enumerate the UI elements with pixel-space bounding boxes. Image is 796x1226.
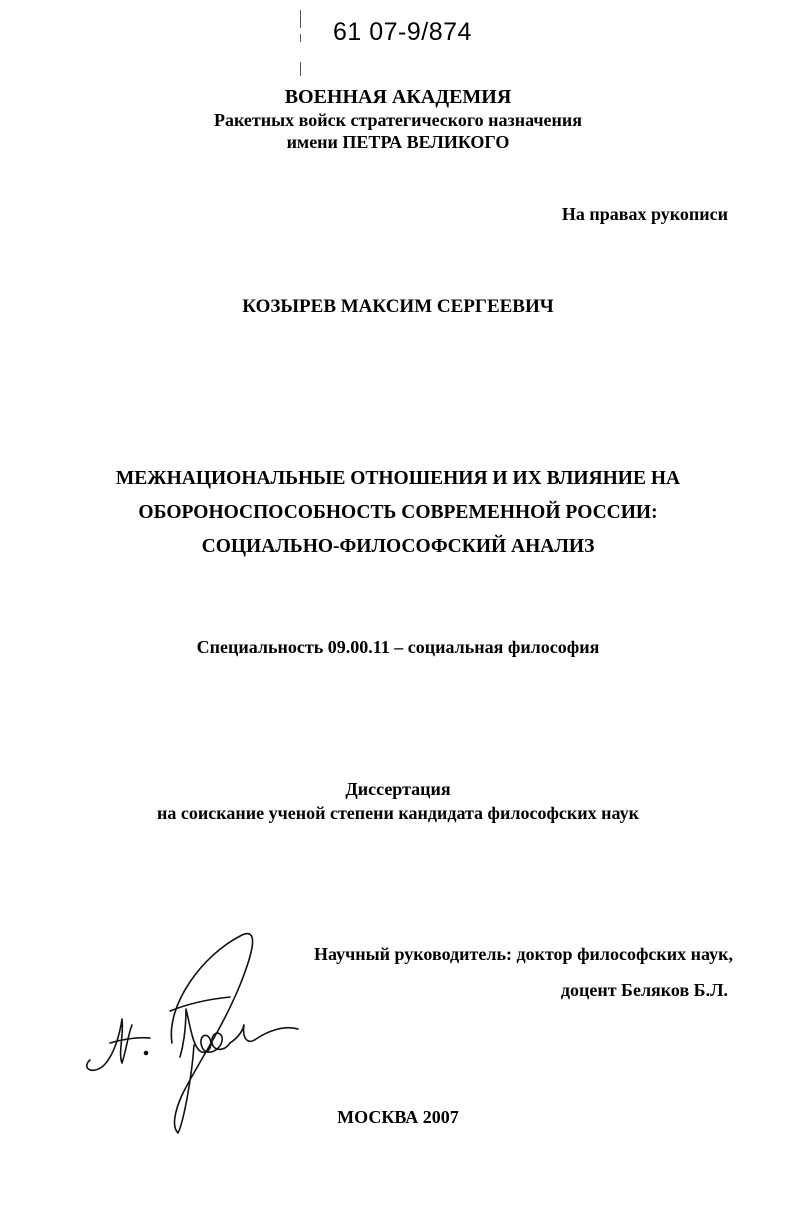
city-year: МОСКВА 2007 — [337, 1107, 459, 1127]
institution-honorific: имени ПЕТРА ВЕЛИКОГО — [286, 132, 510, 152]
author-name: КОЗЫРЕВ МАКСИМ СЕРГЕЕВИЧ — [242, 296, 554, 317]
degree-purpose: на соискание ученой степени кандидата философских наук — [157, 803, 639, 823]
library-stamp — [0, 18, 796, 78]
document-type: Диссертация — [345, 779, 451, 799]
dissertation-title — [0, 462, 796, 564]
stamp-mark — [300, 10, 301, 28]
stamp-mark — [300, 34, 301, 42]
stamp-number: 61 07-9/874 — [333, 18, 472, 46]
institution-subtitle: Ракетных войск стратегического назначения — [213, 110, 583, 130]
rights-note: На правах рукописи — [561, 204, 728, 224]
title-line: ОБОРОНОСПОСОБНОСТЬ СОВРЕМЕННОЙ РОССИИ: — [138, 502, 658, 523]
institution-name: ВОЕННАЯ АКАДЕМИЯ — [284, 86, 512, 108]
supervisor-name: доцент Беляков Б.Л. — [560, 980, 728, 1000]
specialty: Специальность 09.00.11 – социальная философия — [196, 637, 600, 657]
title-line: МЕЖНАЦИОНАЛЬНЫЕ ОТНОШЕНИЯ И ИХ ВЛИЯНИЕ НА — [115, 468, 681, 489]
stamp-mark — [300, 62, 301, 76]
handwritten-signature — [80, 925, 310, 1135]
title-line: СОЦИАЛЬНО-ФИЛОСОФСКИЙ АНАЛИЗ — [201, 536, 595, 557]
supervisor-title: Научный руководитель: доктор философских наук, — [313, 944, 733, 964]
